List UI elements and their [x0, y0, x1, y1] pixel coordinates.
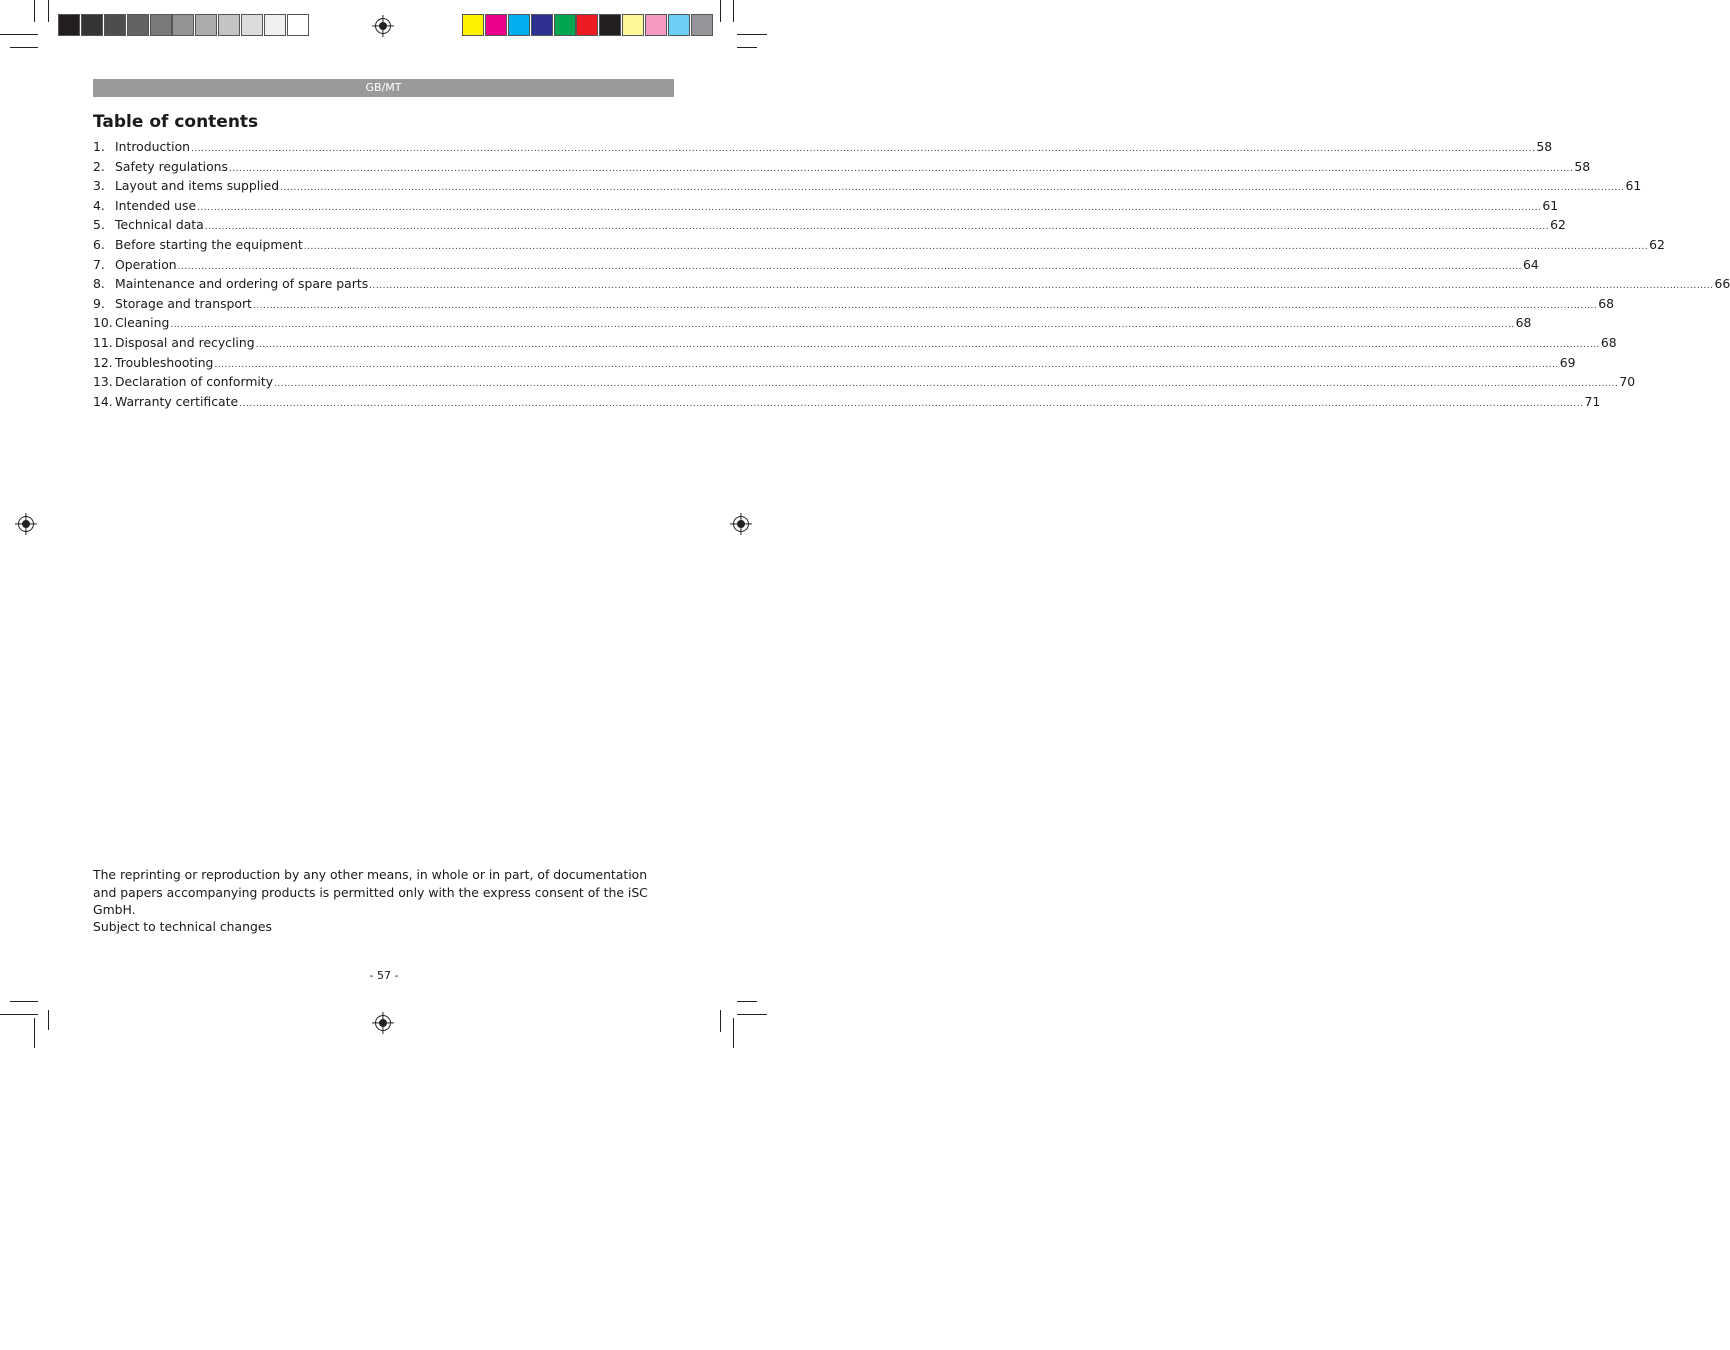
crop-mark	[737, 34, 767, 35]
toc-entry-label: Maintenance and ordering of spare parts	[115, 276, 369, 292]
toc-entry	[93, 236, 1665, 257]
toc-entry-number: 13.	[93, 374, 113, 390]
toc-entry-page: 71	[1584, 393, 1601, 409]
toc-entry	[93, 217, 1566, 237]
toc-entry	[93, 178, 1642, 198]
color-swatch	[485, 14, 507, 36]
toc-entry-page: 58	[1536, 139, 1553, 154]
toc-leader-dots: ................................................................................................................................................................................................................................................................................................................................................................................................................	[274, 379, 1619, 390]
toc-leader-dots: ................................................................................................................................................................................................................................................................................................................................................................................................................	[239, 398, 1584, 409]
toc-entry-page: 68	[1598, 295, 1615, 311]
toc-entry	[93, 139, 1553, 159]
color-swatch	[668, 14, 690, 36]
toc-entry-page: 62	[1649, 236, 1665, 252]
toc-entry-number: 11.	[93, 334, 113, 350]
toc-entry	[93, 295, 1615, 316]
toc-entry	[93, 315, 1532, 335]
toc-entry-label: Cleaning	[115, 315, 170, 331]
toc-entry-number: 2.	[93, 158, 105, 174]
toc-entry-page: 66	[1714, 276, 1730, 292]
toc-leader-dots: ................................................................................................................................................................................................................................................................................................................................................................................................................	[255, 339, 1600, 350]
color-swatch	[264, 14, 286, 36]
color-swatch	[287, 14, 309, 36]
reprint-notice: The reprinting or reproduction by any other means, in whole or in part, of documentation and papers accompanying products is permitted only with the express consent of the iSC GmbH.	[93, 867, 648, 917]
crop-mark	[48, 0, 49, 22]
toc-leader-dots: ................................................................................................................................................................................................................................................................................................................................................................................................................	[228, 163, 1574, 174]
toc-entry-page: 61	[1542, 197, 1559, 213]
toc-entry-label: Operation	[115, 256, 177, 272]
toc-title: Table of contents	[93, 112, 259, 132]
toc-leader-dots: ................................................................................................................................................................................................................................................................................................................................................................................................................	[177, 261, 1523, 272]
crop-mark	[737, 1001, 757, 1002]
crop-mark	[737, 47, 757, 48]
crop-mark	[737, 1014, 767, 1015]
toc-entry	[93, 393, 1601, 414]
crop-mark	[720, 1010, 721, 1032]
toc-entry-label: Disposal and recycling	[115, 334, 255, 350]
toc-entry	[93, 374, 1636, 394]
toc-entry-number: 14.	[93, 393, 113, 409]
color-swatch	[554, 14, 576, 36]
toc-entry-page: 61	[1625, 178, 1642, 194]
color-swatch	[172, 14, 194, 36]
registration-mark-icon	[375, 1015, 391, 1031]
toc-leader-dots: ................................................................................................................................................................................................................................................................................................................................................................................................................	[303, 241, 1649, 252]
language-code: GB/MT	[365, 81, 402, 94]
toc-entry-label: Intended use	[115, 197, 197, 213]
color-swatch	[218, 14, 240, 36]
toc-entry-page: 70	[1619, 374, 1636, 390]
toc-entry-page: 62	[1550, 217, 1566, 233]
toc-entry-label: Troubleshooting	[115, 354, 214, 370]
color-swatch	[195, 14, 217, 36]
process-color-bar	[462, 14, 714, 36]
toc-entry-number: 5.	[93, 217, 105, 233]
crop-mark	[0, 1014, 38, 1015]
toc-entry-page: 64	[1523, 256, 1539, 272]
toc-entry-number: 6.	[93, 236, 105, 252]
toc-entry-number: 10.	[93, 315, 113, 331]
color-swatch	[645, 14, 667, 36]
toc-entry-label: Storage and transport	[115, 295, 252, 311]
toc-leader-dots: ................................................................................................................................................................................................................................................................................................................................................................................................................	[369, 281, 1714, 292]
toc-entry-label: Before starting the equipment	[115, 236, 303, 252]
color-swatch	[150, 14, 172, 36]
color-swatch	[104, 14, 126, 36]
toc-entry	[93, 256, 1539, 277]
toc-leader-dots: ................................................................................................................................................................................................................................................................................................................................................................................................................	[280, 183, 1625, 194]
toc-entry	[93, 276, 1730, 296]
registration-mark-icon	[375, 18, 391, 34]
toc-leader-dots: ................................................................................................................................................................................................................................................................................................................................................................................................................	[204, 222, 1550, 233]
crop-mark	[10, 47, 38, 48]
toc-entry-label: Warranty certificate	[115, 393, 239, 409]
toc-entry-number: 7.	[93, 256, 105, 272]
toc-leader-dots: ................................................................................................................................................................................................................................................................................................................................................................................................................	[197, 202, 1542, 213]
toc-leader-dots: ................................................................................................................................................................................................................................................................................................................................................................................................................	[214, 359, 1559, 370]
crop-mark	[10, 1001, 38, 1002]
crop-mark	[34, 1018, 35, 1048]
toc-entry-page: 68	[1515, 315, 1532, 331]
toc-entry-number: 1.	[93, 139, 105, 154]
toc-entry-number: 3.	[93, 178, 105, 194]
toc-entry-label: Introduction	[115, 139, 191, 154]
toc-entry-number: 8.	[93, 276, 105, 292]
grayscale-color-bar	[58, 14, 310, 36]
toc-list	[93, 139, 1730, 413]
crop-mark	[0, 34, 38, 35]
toc-entry-label: Layout and items supplied	[115, 178, 280, 194]
color-swatch	[691, 14, 713, 36]
toc-entry-page: 69	[1559, 354, 1576, 370]
crop-mark	[733, 0, 734, 22]
page-number: - 57 -	[369, 969, 399, 982]
technical-changes-notice: Subject to technical changes	[93, 919, 272, 934]
color-swatch	[241, 14, 263, 36]
toc-entry-number: 12.	[93, 354, 113, 370]
toc-entry-number: 9.	[93, 295, 105, 311]
color-swatch	[462, 14, 484, 36]
toc-entry-page: 68	[1600, 334, 1617, 350]
color-swatch	[622, 14, 644, 36]
toc-entry-label: Safety regulations	[115, 158, 228, 174]
color-swatch	[599, 14, 621, 36]
toc-entry-label: Declaration of conformity	[115, 374, 274, 390]
crop-mark	[48, 1010, 49, 1030]
toc-entry-page: 58	[1574, 158, 1591, 174]
color-swatch	[127, 14, 149, 36]
language-header-bar	[93, 79, 674, 97]
toc-entry-label: Technical data	[115, 217, 204, 233]
toc-leader-dots: ................................................................................................................................................................................................................................................................................................................................................................................................................	[170, 320, 1515, 331]
color-swatch	[531, 14, 553, 36]
toc-leader-dots: ................................................................................................................................................................................................................................................................................................................................................................................................................	[252, 300, 1598, 311]
registration-mark-icon	[733, 516, 749, 532]
toc-entry-number: 4.	[93, 197, 105, 213]
color-swatch	[508, 14, 530, 36]
crop-mark	[733, 1018, 734, 1048]
registration-mark-icon	[18, 516, 34, 532]
crop-mark	[720, 0, 721, 22]
toc-entry	[93, 354, 1576, 375]
color-swatch	[81, 14, 103, 36]
color-swatch	[58, 14, 80, 36]
toc-entry	[93, 197, 1559, 218]
crop-mark	[34, 0, 35, 22]
toc-entry	[93, 334, 1617, 355]
toc-entry	[93, 158, 1591, 179]
toc-leader-dots: ................................................................................................................................................................................................................................................................................................................................................................................................................	[191, 144, 1536, 154]
color-swatch	[576, 14, 598, 36]
